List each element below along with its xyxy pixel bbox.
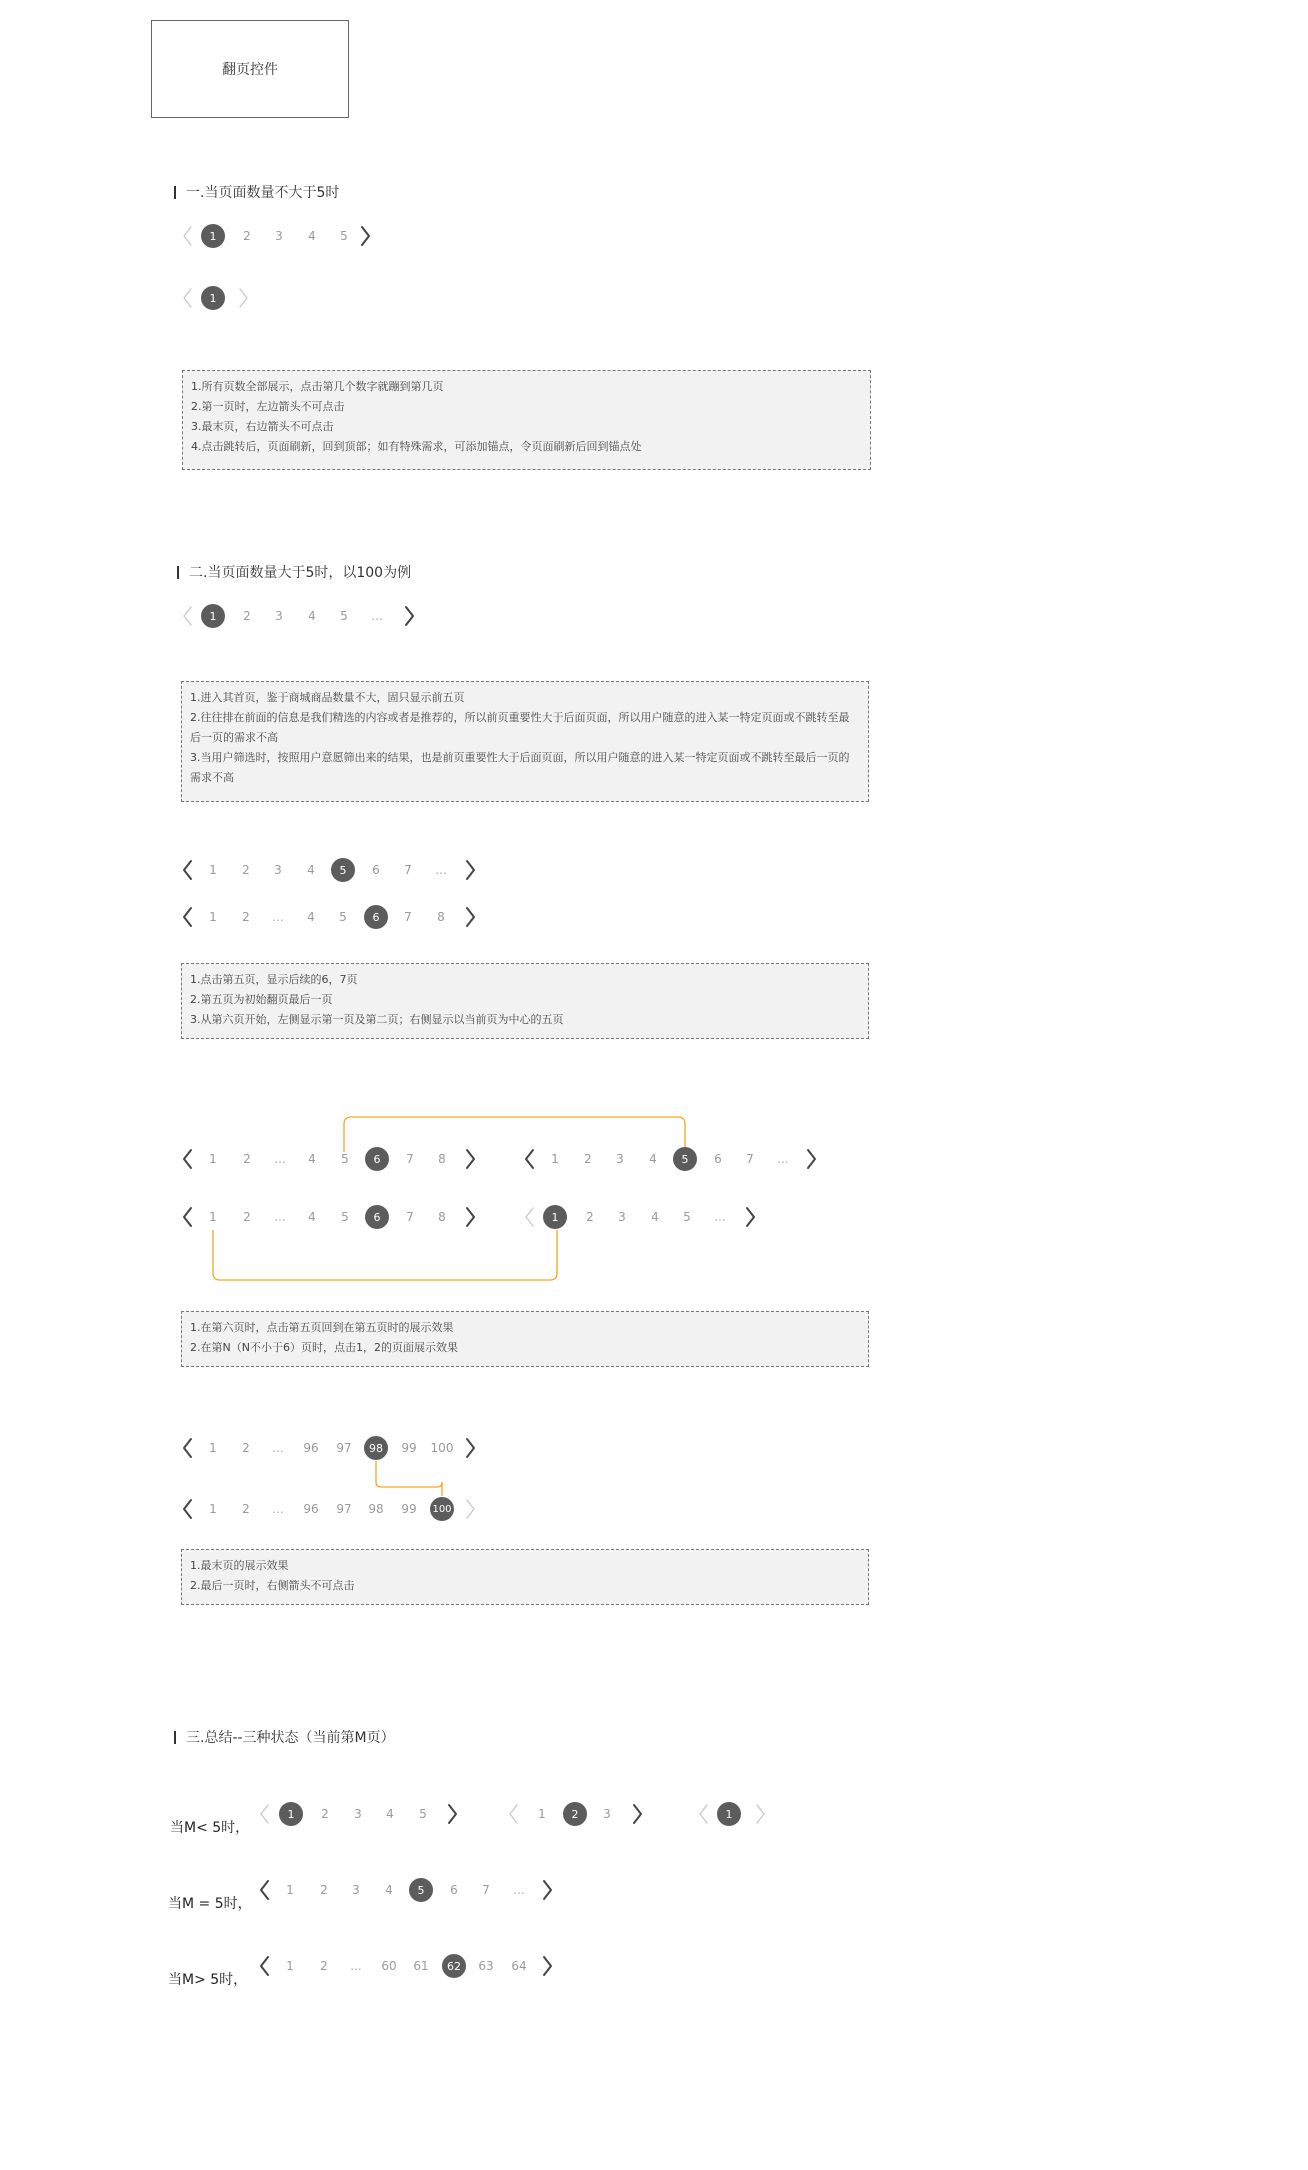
page-number-button[interactable] [299, 603, 325, 629]
current-page-number [716, 1801, 742, 1827]
page-number-label: 5 [340, 609, 348, 623]
page-number-label: 1 [201, 286, 225, 310]
page-number-label: 1 [209, 910, 217, 924]
page-number-button[interactable] [674, 1204, 700, 1230]
page-ellipsis [343, 1953, 369, 1979]
page-number-button[interactable] [363, 1496, 389, 1522]
page-number-label: 5 [341, 1210, 349, 1224]
page-number-button[interactable] [331, 223, 357, 249]
prev-page-arrow-icon [180, 285, 196, 311]
connector-98-to-100 [376, 1461, 442, 1496]
pagination-p10 [0, 1435, 1308, 1461]
current-page-number [200, 223, 226, 249]
page-number-label: 6 [365, 1147, 389, 1171]
page-number-label: 3 [354, 1807, 362, 1821]
prev-page-arrow-icon[interactable] [257, 1877, 273, 1903]
label-m-greater-than-5: 当M> 5时， [168, 1972, 248, 1988]
page-number-label: 1 [209, 1152, 217, 1166]
page-number-button[interactable] [234, 603, 260, 629]
note-line: 1.所有页数全部展示，点击第几个数字就蹦到第几页 [191, 380, 444, 393]
prev-page-arrow-icon[interactable] [522, 1146, 538, 1172]
page-number-button[interactable] [473, 1877, 499, 1903]
page-number-label: ... [274, 1210, 286, 1224]
page-number-label: ... [272, 1502, 284, 1516]
page-number-button[interactable] [640, 1146, 666, 1172]
page-number-button[interactable] [277, 1953, 303, 1979]
page-number-label: 2 [584, 1152, 592, 1166]
pagination-p16 [0, 1953, 1308, 1979]
page-number-button[interactable] [311, 1877, 337, 1903]
page-number-label: 6 [450, 1883, 458, 1897]
prev-page-arrow-icon[interactable] [180, 1435, 196, 1461]
page-number-label: ... [714, 1210, 726, 1224]
page-number-label: 3 [274, 863, 282, 877]
page-ellipsis [770, 1146, 796, 1172]
page-number-label: 4 [386, 1807, 394, 1821]
note-line: 2.第一页时，左边箭头不可点击 [191, 400, 345, 413]
page-number-label: 6 [714, 1152, 722, 1166]
current-page-number [330, 857, 356, 883]
page-ellipsis [506, 1877, 532, 1903]
page-number-label: 4 [308, 229, 316, 243]
pagination-p11 [0, 1496, 1308, 1522]
page-number-label: 5 [331, 858, 355, 882]
page-number-label: 7 [404, 910, 412, 924]
page-number-label: 3 [275, 609, 283, 623]
page-number-label: 98 [364, 1436, 388, 1460]
page-number-label: 4 [651, 1210, 659, 1224]
pagination-p4 [0, 857, 1308, 883]
next-page-arrow-icon [235, 285, 251, 311]
page-number-button[interactable] [331, 603, 357, 629]
page-number-label: 96 [303, 1441, 319, 1455]
page-ellipsis [364, 603, 390, 629]
page-number-label: 7 [482, 1883, 490, 1897]
page-number-label: 2 [242, 863, 250, 877]
page-number-button[interactable] [299, 223, 325, 249]
current-page-number [672, 1146, 698, 1172]
next-page-arrow-icon[interactable] [539, 1877, 555, 1903]
page-number-label: 4 [385, 1883, 393, 1897]
note-line: 2.在第N（N不小于6）页时，点击1，2的页面展示效果 [190, 1341, 458, 1354]
page-number-button[interactable] [395, 904, 421, 930]
page-number-label: 4 [307, 910, 315, 924]
next-page-arrow-icon [752, 1801, 768, 1827]
page-number-label: 2 [320, 1959, 328, 1973]
pagination-p2 [0, 285, 1308, 311]
page-number-button[interactable] [607, 1146, 633, 1172]
page-number-button[interactable] [298, 904, 324, 930]
page-number-button[interactable] [396, 1435, 422, 1461]
next-page-arrow-icon[interactable] [401, 603, 417, 629]
page-number-button[interactable] [376, 1953, 402, 1979]
page-number-label: 2 [243, 229, 251, 243]
page-number-button[interactable] [506, 1953, 532, 1979]
page-number-button[interactable] [200, 857, 226, 883]
page-number-label: 2 [242, 910, 250, 924]
page-number-label: 99 [401, 1441, 417, 1455]
page-number-button[interactable] [298, 857, 324, 883]
page-number-label: 5 [409, 1878, 433, 1902]
page-number-label: 61 [413, 1959, 429, 1973]
prev-page-arrow-icon[interactable] [257, 1953, 273, 1979]
page-number-label: ... [350, 1959, 362, 1973]
page-number-label: 6 [372, 863, 380, 877]
page-number-button[interactable] [396, 1496, 422, 1522]
next-page-arrow-icon[interactable] [357, 223, 373, 249]
page-number-label: 3 [275, 229, 283, 243]
pagination-p1 [0, 223, 1308, 249]
section3-heading-text: 三.总结--三种状态（当前第M页） [186, 1730, 395, 1746]
page-number-label: 2 [320, 1883, 328, 1897]
page-number-label: 7 [746, 1152, 754, 1166]
page-title: 翻页控件 [222, 62, 278, 78]
next-page-arrow-icon[interactable] [539, 1953, 555, 1979]
page-number-label: 7 [406, 1210, 414, 1224]
page-ellipsis [265, 1435, 291, 1461]
connector-1-to-1 [213, 1230, 557, 1280]
pagination-p7 [0, 1146, 1308, 1172]
next-page-arrow-icon[interactable] [803, 1146, 819, 1172]
page-number-label: 3 [618, 1210, 626, 1224]
note-line: 1.在第六页时，点击第五页回到在第五页时的展示效果 [190, 1321, 454, 1334]
page-number-button[interactable] [330, 904, 356, 930]
note-line: 1.最末页的展示效果 [190, 1559, 289, 1572]
page-number-label: 96 [303, 1502, 319, 1516]
page-number-button[interactable] [705, 1146, 731, 1172]
prev-page-arrow-icon[interactable] [180, 857, 196, 883]
page-number-label: 1 [279, 1802, 303, 1826]
page-number-label: 100 [430, 1497, 454, 1521]
page-number-button[interactable] [298, 1435, 324, 1461]
page-number-button[interactable] [473, 1953, 499, 1979]
page-number-label: 100 [430, 1441, 454, 1455]
current-page-number [542, 1204, 568, 1230]
page-number-label: 98 [368, 1502, 384, 1516]
pagination-p9 [0, 1204, 1308, 1230]
label-m-equals-5: 当M = 5时， [168, 1896, 252, 1912]
page-number-label: 4 [307, 863, 315, 877]
next-page-arrow-icon[interactable] [462, 904, 478, 930]
pagination-p3 [0, 603, 1308, 629]
current-page-number [408, 1877, 434, 1903]
page-number-label: 6 [364, 905, 388, 929]
page-number-label: 1 [286, 1959, 294, 1973]
page-number-label: 8 [437, 910, 445, 924]
current-page-number [200, 603, 226, 629]
page-number-label: 5 [683, 1210, 691, 1224]
current-page-number [200, 285, 226, 311]
page-number-button[interactable] [542, 1146, 568, 1172]
page-number-label: 2 [242, 1441, 250, 1455]
pagination-p5 [0, 904, 1308, 930]
page-number-button[interactable] [575, 1146, 601, 1172]
page-number-label: ... [274, 1152, 286, 1166]
current-page-number [363, 1435, 389, 1461]
page-number-button[interactable] [441, 1877, 467, 1903]
page-number-label: 2 [243, 1210, 251, 1224]
page-number-label: 97 [336, 1502, 352, 1516]
page-number-label: 1 [538, 1807, 546, 1821]
next-page-arrow-icon [462, 1496, 478, 1522]
page-number-label: 4 [308, 1152, 316, 1166]
page-number-label: 5 [673, 1147, 697, 1171]
page-number-button[interactable] [234, 223, 260, 249]
page-ellipsis [265, 1496, 291, 1522]
page-number-label: 1 [209, 1210, 217, 1224]
page-number-label: 4 [649, 1152, 657, 1166]
page-number-label: 2 [321, 1807, 329, 1821]
page-number-label: 7 [404, 863, 412, 877]
page-number-label: ... [777, 1152, 789, 1166]
prev-page-arrow-icon[interactable] [180, 1496, 196, 1522]
prev-page-arrow-icon [180, 223, 196, 249]
next-page-arrow-icon[interactable] [742, 1204, 758, 1230]
page-number-label: 3 [603, 1807, 611, 1821]
page-number-label: 6 [365, 1205, 389, 1229]
note-line: 2.最后一页时，右侧箭头不可点击 [190, 1579, 355, 1592]
page-number-button[interactable] [577, 1204, 603, 1230]
current-page-number [429, 1496, 455, 1522]
page-number-button[interactable] [266, 223, 292, 249]
current-page-number [441, 1953, 467, 1979]
page-number-button[interactable] [277, 1877, 303, 1903]
page-number-label: 1 [201, 604, 225, 628]
page-number-button[interactable] [265, 857, 291, 883]
prev-page-arrow-icon [696, 1801, 712, 1827]
page-number-button[interactable] [609, 1204, 635, 1230]
page-number-button[interactable] [266, 603, 292, 629]
page-number-button[interactable] [395, 857, 421, 883]
page-number-label: 7 [406, 1152, 414, 1166]
page-number-label: 62 [442, 1954, 466, 1978]
page-number-button[interactable] [200, 904, 226, 930]
page-number-label: 1 [209, 863, 217, 877]
page-number-label: 5 [341, 1152, 349, 1166]
page-number-label: 2 [586, 1210, 594, 1224]
page-number-label: 3 [616, 1152, 624, 1166]
page-number-label: 4 [308, 1210, 316, 1224]
page-number-button[interactable] [363, 857, 389, 883]
page-number-label: 1 [286, 1883, 294, 1897]
page-number-button[interactable] [233, 1435, 259, 1461]
page-number-label: 1 [543, 1205, 567, 1229]
page-number-button[interactable] [642, 1204, 668, 1230]
page-number-button[interactable] [408, 1953, 434, 1979]
page-number-label: 1 [551, 1152, 559, 1166]
page-number-label: 8 [438, 1210, 446, 1224]
note-line: 3.当用户筛选时，按照用户意愿筛出来的结果，也是前页重要性大于后面页面，所以用户随意的进入某一特定页面或不跳转至最后一页的需求不高 [190, 751, 850, 784]
pagination-p14 [0, 1801, 1308, 1827]
page-number-button[interactable] [428, 904, 454, 930]
page-number-label: 3 [352, 1883, 360, 1897]
note-line: 3.最末页，右边箭头不可点击 [191, 420, 334, 433]
next-page-arrow-icon[interactable] [462, 857, 478, 883]
label-m-less-than-5: 当M< 5时， [170, 1820, 250, 1836]
page-number-label: ... [513, 1883, 525, 1897]
note-line: 2.往往排在前面的信息是我们精选的内容或者是推荐的，所以前页重要性大于后面页面，所以用户随意的进入某一特定页面或不跳转至最后一页的需求不高 [190, 711, 850, 744]
page-number-label: 8 [438, 1152, 446, 1166]
page-number-button[interactable] [376, 1877, 402, 1903]
page-number-label: 5 [419, 1807, 427, 1821]
page-number-label: ... [371, 609, 383, 623]
note-line: 1.进入其首页，鉴于商城商品数量不大，固只显示前五页 [190, 691, 465, 704]
pagination-p15 [0, 1877, 1308, 1903]
page-number-label: ... [435, 863, 447, 877]
prev-page-arrow-icon [522, 1204, 538, 1230]
section2-heading-text: 二.当页面数量大于5时，以100为例 [189, 565, 412, 581]
page-number-label: 1 [209, 1502, 217, 1516]
page-number-button[interactable] [331, 1435, 357, 1461]
page-number-button[interactable] [311, 1953, 337, 1979]
next-page-arrow-icon[interactable] [462, 1435, 478, 1461]
page-number-button[interactable] [298, 1496, 324, 1522]
page-number-label: 2 [563, 1802, 587, 1826]
page-number-label: 5 [339, 910, 347, 924]
note-line: 1.点击第五页，显示后续的6，7页 [190, 973, 358, 986]
page-number-button[interactable] [233, 857, 259, 883]
page-number-label: 5 [340, 229, 348, 243]
page-number-label: 97 [336, 1441, 352, 1455]
page-number-label: 1 [717, 1802, 741, 1826]
page-ellipsis [265, 904, 291, 930]
page-number-button[interactable] [331, 1496, 357, 1522]
page-number-button[interactable] [343, 1877, 369, 1903]
page-ellipsis [428, 857, 454, 883]
page-ellipsis [707, 1204, 733, 1230]
page-number-label: 60 [381, 1959, 397, 1973]
page-number-button[interactable] [233, 904, 259, 930]
page-number-label: ... [272, 1441, 284, 1455]
page-number-label: 63 [478, 1959, 494, 1973]
page-number-label: 2 [243, 1152, 251, 1166]
page-number-label: 64 [511, 1959, 527, 1973]
page-number-label: 1 [201, 224, 225, 248]
note-line: 3.从第六页开始，左侧显示第一页及第二页；右侧显示以当前页为中心的五页 [190, 1013, 564, 1026]
page-number-label: 4 [308, 609, 316, 623]
prev-page-arrow-icon [180, 603, 196, 629]
page-number-label: 1 [209, 1441, 217, 1455]
page-number-button[interactable] [429, 1435, 455, 1461]
section1-heading-text: 一.当页面数量不大于5时 [186, 185, 340, 201]
page-number-button[interactable] [233, 1496, 259, 1522]
page-number-label: 99 [401, 1502, 417, 1516]
page-number-label: 2 [242, 1502, 250, 1516]
note-line: 4.点击跳转后，页面刷新，回到顶部；如有特殊需求，可添加锚点，令页面刷新后回到锚点处 [191, 440, 642, 453]
note-line: 2.第五页为初始翻页最后一页 [190, 993, 333, 1006]
page-number-button[interactable] [737, 1146, 763, 1172]
page-number-button[interactable] [200, 1496, 226, 1522]
prev-page-arrow-icon[interactable] [180, 904, 196, 930]
page-number-label: ... [272, 910, 284, 924]
current-page-number [363, 904, 389, 930]
page-number-label: 2 [243, 609, 251, 623]
page-number-button[interactable] [200, 1435, 226, 1461]
